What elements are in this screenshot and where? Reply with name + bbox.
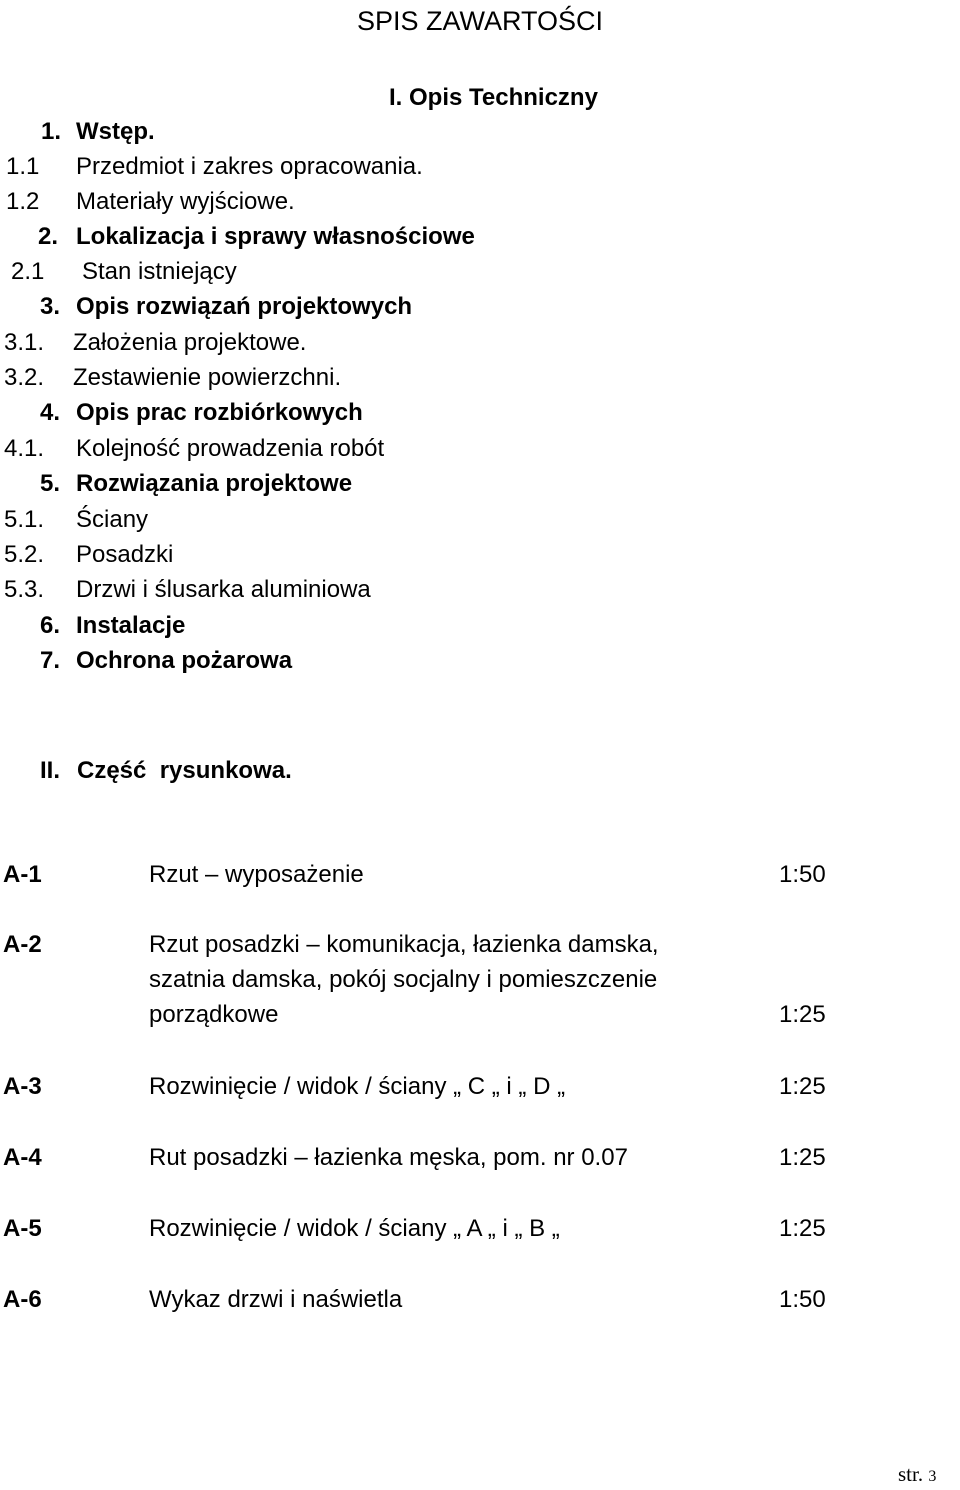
drawing-code: A-1 — [3, 861, 42, 888]
toc-item-label: Ściany — [76, 506, 149, 533]
toc-item — [0, 363, 960, 393]
drawing-title-line: Rzut posadzki – komunikacja, łazienka damska, — [149, 931, 659, 958]
drawing-scale: 1:25 — [779, 1001, 826, 1028]
toc-item-number: 6. — [40, 612, 61, 639]
toc-item-number: 1.2 — [6, 188, 40, 215]
toc-item — [0, 469, 960, 499]
toc-item — [0, 434, 960, 464]
toc-item — [0, 257, 960, 287]
toc-item-label: Instalacje — [76, 612, 186, 639]
page-footer — [898, 1461, 936, 1490]
toc-item — [0, 540, 960, 570]
toc-item-label: Zestawienie powierzchni. — [73, 364, 342, 391]
toc-item-number: 3.1. — [4, 329, 45, 356]
toc-item-label: Lokalizacja i sprawy własnościowe — [76, 223, 475, 250]
toc-item-label: Kolejność prowadzenia robót — [76, 435, 385, 462]
toc-item — [0, 152, 960, 182]
toc-item-number: 5. — [40, 470, 61, 497]
toc-item-number: 4.1. — [4, 435, 45, 462]
toc-item — [0, 292, 960, 322]
toc-item-label: Posadzki — [76, 541, 174, 568]
drawing-code: A-2 — [3, 931, 42, 958]
page-number: 3 — [928, 1468, 937, 1485]
document-title: SPIS ZAWARTOŚCI — [356, 6, 604, 36]
drawing-title-line: Rut posadzki – łazienka męska, pom. nr 0.07 — [149, 1144, 628, 1171]
drawing-scale: 1:25 — [779, 1215, 826, 1242]
toc-item-number: 1.1 — [6, 153, 40, 180]
toc-item — [0, 117, 960, 147]
drawing-title-line: szatnia damska, pokój socjalny i pomieszczenie — [149, 966, 658, 993]
toc-item-label: Opis rozwiązań projektowych — [76, 293, 413, 320]
toc-item-number: 7. — [40, 647, 61, 674]
drawing-scale: 1:50 — [779, 1286, 826, 1313]
toc-item — [0, 646, 960, 676]
drawing-title-line: Rzut – wyposażenie — [149, 861, 364, 888]
toc-item-label: Wstęp. — [76, 118, 155, 145]
toc-item-label: Przedmiot i zakres opracowania. — [76, 153, 423, 180]
toc-item-label: Drzwi i ślusarka aluminiowa — [76, 576, 371, 603]
toc-item — [0, 398, 960, 428]
toc-item — [0, 222, 960, 252]
toc-item-label: Opis prac rozbiórkowych — [76, 399, 363, 426]
toc-item-number: 2. — [38, 223, 59, 250]
drawing-code: A-6 — [3, 1286, 42, 1313]
part2-label: Część rysunkowa. — [77, 757, 292, 784]
toc-item-number: 5.1. — [4, 506, 45, 533]
toc-item — [0, 328, 960, 358]
toc-item-number: 4. — [40, 399, 61, 426]
toc-item-label: Materiały wyjściowe. — [76, 188, 295, 215]
toc-item-number: 3. — [40, 293, 61, 320]
drawing-title-line: Rozwinięcie / widok / ściany „ A „ i „ B „ — [149, 1215, 560, 1242]
toc-item-label: Rozwiązania projektowe — [76, 470, 353, 497]
page-label: str. — [898, 1462, 924, 1486]
toc-item — [0, 611, 960, 641]
toc-item — [0, 575, 960, 605]
part1-heading: I. Opis Techniczny — [389, 84, 598, 111]
drawing-scale: 1:25 — [779, 1073, 826, 1100]
toc-item-number: 1. — [41, 118, 62, 145]
toc-item-number: 2.1 — [11, 258, 45, 285]
drawing-scale: 1:50 — [779, 861, 826, 888]
toc-item — [0, 505, 960, 535]
drawing-code: A-3 — [3, 1073, 42, 1100]
toc-item-label: Ochrona pożarowa — [76, 647, 293, 674]
drawing-title-line: Wykaz drzwi i naświetla — [149, 1286, 403, 1313]
toc-item — [0, 187, 960, 217]
toc-item-number: 5.2. — [4, 541, 45, 568]
toc-item-number: 3.2. — [4, 364, 45, 391]
drawing-title-line: Rozwinięcie / widok / ściany „ C „ i „ D „ — [149, 1073, 566, 1100]
drawing-code: A-4 — [3, 1144, 42, 1171]
drawing-title-line: porządkowe — [149, 1001, 279, 1028]
part2-number: II. — [40, 757, 61, 784]
drawing-scale: 1:25 — [779, 1144, 826, 1171]
toc-item-label: Stan istniejący — [82, 258, 237, 285]
toc-item-label: Założenia projektowe. — [73, 329, 307, 356]
drawing-code: A-5 — [3, 1215, 42, 1242]
toc-item-number: 5.3. — [4, 576, 45, 603]
